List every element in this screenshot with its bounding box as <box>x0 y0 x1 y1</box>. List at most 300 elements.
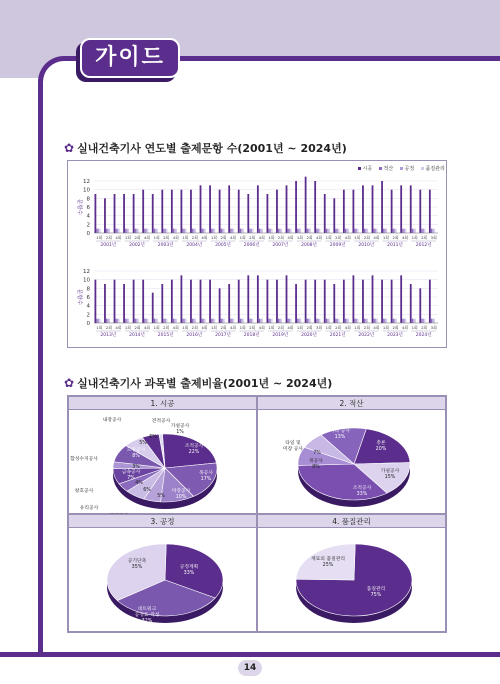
flower-icon: ✿ <box>64 376 75 390</box>
bar <box>232 229 233 233</box>
bar <box>355 229 356 233</box>
bar <box>99 319 100 323</box>
bar <box>155 229 156 233</box>
session-label: 1회 <box>296 235 303 240</box>
pie-cell-schedule <box>68 514 257 632</box>
bar <box>192 229 193 233</box>
pie-label: 6% <box>143 488 151 493</box>
bar <box>357 229 358 233</box>
page-number: 14 <box>238 660 262 676</box>
bar <box>308 319 309 323</box>
pie-label: 17% <box>200 477 212 482</box>
bar <box>152 293 154 323</box>
bar <box>391 190 393 233</box>
bar <box>337 229 338 233</box>
bar <box>204 229 205 233</box>
section1-heading <box>64 140 347 156</box>
session-label: 2회 <box>220 325 227 330</box>
bar <box>138 229 139 233</box>
session-label: 2회 <box>277 235 284 240</box>
bar <box>297 319 298 323</box>
year-label: 2018년 <box>243 333 260 338</box>
bar <box>326 229 327 233</box>
bar <box>267 280 269 323</box>
bar <box>230 229 231 233</box>
session-label: 2회 <box>105 235 112 240</box>
bar <box>356 319 357 323</box>
bar <box>240 229 241 233</box>
bar <box>307 229 308 233</box>
bar <box>136 319 137 323</box>
bar <box>374 229 375 233</box>
bar <box>135 229 136 233</box>
pie-label: 목공사 <box>199 471 213 476</box>
session-label: 4회 <box>115 325 122 330</box>
bar <box>393 319 394 323</box>
pie-cell-construction <box>68 396 257 514</box>
bar <box>375 319 376 323</box>
bar <box>181 275 183 323</box>
bar <box>123 284 125 323</box>
pie-label: 7% <box>127 476 135 481</box>
pie-label: 총론 <box>376 441 386 446</box>
bar <box>174 319 175 323</box>
bar <box>404 229 405 233</box>
bar <box>114 194 116 233</box>
bar <box>259 319 260 323</box>
session-label: 2회 <box>134 235 141 240</box>
legend-swatch <box>421 167 424 170</box>
year-label: 2011년 <box>387 243 403 248</box>
y-tick-label: 2 <box>86 312 90 319</box>
bar <box>383 319 384 323</box>
bar <box>157 229 158 233</box>
bar <box>376 229 377 233</box>
bar <box>424 319 425 323</box>
bar <box>326 319 327 323</box>
bar <box>400 185 402 233</box>
pie-label: 품질관리 <box>366 587 386 592</box>
bar <box>154 229 155 233</box>
bar <box>190 280 192 323</box>
y-tick-label: 12 <box>83 179 90 185</box>
bar <box>421 229 422 233</box>
session-label: 1회 <box>296 325 303 330</box>
bar <box>125 319 126 323</box>
bar <box>421 319 422 323</box>
bar <box>364 319 365 323</box>
bar <box>97 319 98 323</box>
y-axis-label: 문항수 <box>76 289 82 305</box>
bar <box>161 284 163 323</box>
bar <box>211 319 212 323</box>
bar <box>171 190 173 233</box>
bar <box>128 229 129 233</box>
session-label: 3회 <box>430 235 437 240</box>
bar <box>200 280 202 323</box>
flower-icon: ✿ <box>64 141 75 155</box>
session-label: 1회 <box>411 235 418 240</box>
bar <box>166 319 167 323</box>
bar <box>329 229 330 233</box>
bar <box>286 185 288 233</box>
bar <box>288 319 289 323</box>
bar <box>190 190 192 233</box>
bar <box>154 319 155 323</box>
bar <box>338 229 339 233</box>
section2-heading <box>64 375 332 391</box>
bar <box>270 229 271 233</box>
pie-label: 가설공사 <box>170 424 190 429</box>
bar <box>279 319 280 323</box>
bar <box>367 319 368 323</box>
bar <box>117 319 118 323</box>
bar <box>257 185 259 233</box>
session-label: 2회 <box>392 325 399 330</box>
pie-label: 도장공사 <box>126 448 146 453</box>
bar <box>219 190 221 233</box>
year-label: 2008년 <box>301 243 317 248</box>
bar <box>114 280 116 323</box>
bar <box>204 319 205 323</box>
bar <box>195 229 196 233</box>
bar <box>319 319 320 323</box>
pie-cell-estimation <box>257 396 446 514</box>
bar <box>123 194 125 233</box>
bar <box>314 280 316 323</box>
year-label: 2013년 <box>100 333 117 338</box>
bar <box>195 319 196 323</box>
bar <box>310 319 311 323</box>
bar <box>243 229 244 233</box>
bar <box>357 319 358 323</box>
session-label: 1회 <box>124 325 131 330</box>
session-label: 1회 <box>325 325 332 330</box>
year-label: 2004년 <box>186 243 203 248</box>
y-tick-label: 0 <box>86 321 90 327</box>
bar <box>233 229 234 233</box>
bar <box>413 319 414 323</box>
pie-chart <box>258 528 448 634</box>
bar <box>346 229 347 233</box>
bar <box>316 229 317 233</box>
bar <box>386 229 387 233</box>
bar <box>319 229 320 233</box>
bar <box>289 319 290 323</box>
pie-label: 5% <box>157 494 165 499</box>
bar <box>259 229 260 233</box>
bar <box>99 229 100 233</box>
bar <box>127 319 128 323</box>
bar <box>222 319 223 323</box>
session-label: 4회 <box>258 235 265 240</box>
year-label: 2007년 <box>272 243 289 248</box>
y-tick-label: 12 <box>83 269 90 275</box>
bar <box>161 190 163 233</box>
bar <box>324 194 326 233</box>
bar <box>316 319 317 323</box>
bar <box>247 275 249 323</box>
bar <box>152 194 154 233</box>
bar <box>109 319 110 323</box>
session-label: 1회 <box>124 235 131 240</box>
pie-label: 타일 및 <box>285 441 301 446</box>
session-label: 2회 <box>163 235 170 240</box>
bar <box>385 319 386 323</box>
bar <box>238 190 240 233</box>
bar <box>240 319 241 323</box>
session-label: 1회 <box>382 325 389 330</box>
y-tick-label: 8 <box>86 196 90 203</box>
pie-title: 2. 적산 <box>258 397 445 410</box>
bar <box>307 319 308 323</box>
bar <box>176 319 177 323</box>
pie-cell-quality <box>257 514 446 632</box>
pie-label: 8% <box>312 465 320 470</box>
y-tick-label: 8 <box>86 286 90 293</box>
bar <box>163 229 164 233</box>
year-label: 2005년 <box>215 243 231 248</box>
bar <box>353 275 355 323</box>
y-tick-label: 6 <box>86 295 90 301</box>
bar <box>372 185 374 233</box>
legend-label: 시공 <box>362 166 373 172</box>
session-label: 1회 <box>382 235 389 240</box>
bar <box>98 319 99 323</box>
bar <box>345 229 346 233</box>
y-tick-label: 6 <box>86 205 90 211</box>
bar <box>138 319 139 323</box>
bar <box>147 229 148 233</box>
bar <box>106 319 107 323</box>
pie-label: 공기단축 <box>127 559 147 564</box>
bar <box>224 319 225 323</box>
session-label: 4회 <box>373 235 380 240</box>
y-tick-label: 4 <box>86 213 90 220</box>
bar <box>432 229 433 233</box>
bar <box>228 185 230 233</box>
bar <box>362 280 364 323</box>
pie-label: 75% <box>370 593 382 598</box>
pie-label: 유리공사 <box>79 506 99 511</box>
bar <box>405 319 406 323</box>
legend-label: 품질관리 <box>425 166 445 172</box>
bar <box>166 229 167 233</box>
bar <box>146 229 147 233</box>
bar <box>157 319 158 323</box>
session-label: 2회 <box>363 235 370 240</box>
bar <box>106 229 107 233</box>
session-label: 4회 <box>373 325 380 330</box>
session-label: 1회 <box>210 235 217 240</box>
y-tick-label: 4 <box>86 303 90 310</box>
bar <box>402 319 403 323</box>
bar <box>335 229 336 233</box>
session-label: 1회 <box>239 235 246 240</box>
bar <box>423 319 424 323</box>
bar <box>117 229 118 233</box>
bar <box>221 319 222 323</box>
year-label: 2006년 <box>243 243 260 248</box>
bar <box>262 229 263 233</box>
bar <box>419 288 421 323</box>
pie-label: 조적공사 <box>184 444 204 449</box>
bar <box>104 198 106 233</box>
y-tick-label: 10 <box>83 277 90 284</box>
bar <box>381 181 383 233</box>
bar <box>415 319 416 323</box>
bar <box>432 319 433 323</box>
subject-ratio-grid <box>67 395 447 633</box>
bar <box>362 185 364 233</box>
bar <box>262 319 263 323</box>
bar <box>241 229 242 233</box>
legend-swatch <box>379 167 382 170</box>
bar <box>365 229 366 233</box>
bar <box>318 319 319 323</box>
session-label: 4회 <box>316 235 323 240</box>
legend-swatch <box>400 167 403 170</box>
session-label: 4회 <box>115 235 122 240</box>
bar <box>279 229 280 233</box>
legend-label: 공정 <box>404 166 415 172</box>
bar <box>127 229 128 233</box>
bar <box>434 229 435 233</box>
bar <box>276 280 278 323</box>
year-label: 2002년 <box>129 243 145 248</box>
guide-tab: 가이드 <box>80 38 180 78</box>
session-label: 2회 <box>421 235 428 240</box>
year-label: 2022년 <box>358 333 375 338</box>
bar <box>142 280 144 323</box>
bar <box>364 229 365 233</box>
bar-charts <box>68 161 448 349</box>
pie-label: 35% <box>131 565 143 570</box>
bar <box>329 319 330 323</box>
bar <box>318 229 319 233</box>
bar <box>269 319 270 323</box>
pie-chart <box>69 410 259 516</box>
pie-label: 5% <box>139 441 147 446</box>
bar <box>202 229 203 233</box>
pie-label: 33% <box>356 492 368 497</box>
yearly-question-chart-box <box>67 160 447 348</box>
bar <box>402 229 403 233</box>
bar <box>116 229 117 233</box>
bar <box>155 319 156 323</box>
bar <box>163 319 164 323</box>
bar <box>290 319 291 323</box>
y-axis-label: 문항수 <box>76 199 82 215</box>
bar <box>333 198 335 233</box>
year-label: 2003년 <box>157 243 174 248</box>
bar <box>238 280 240 323</box>
section2-title: 실내건축기사 과목별 출제비율(2001년 ~ 2024년) <box>77 377 333 390</box>
bar <box>415 229 416 233</box>
bar <box>314 181 316 233</box>
bar <box>146 319 147 323</box>
session-label: 4회 <box>402 235 409 240</box>
bar <box>251 319 252 323</box>
session-label: 2회 <box>163 325 170 330</box>
session-label: 1회 <box>182 325 189 330</box>
bar <box>410 284 412 323</box>
bar <box>200 185 202 233</box>
bar <box>211 229 212 233</box>
bar <box>209 185 211 233</box>
bar <box>224 229 225 233</box>
y-tick-label: 0 <box>86 231 90 237</box>
bar <box>396 319 397 323</box>
pie-label: 1% <box>176 430 184 435</box>
session-label: 3회 <box>430 325 437 330</box>
bar <box>202 319 203 323</box>
bar <box>174 229 175 233</box>
bar <box>396 229 397 233</box>
bar <box>209 280 211 323</box>
bar <box>173 319 174 323</box>
session-label: 1회 <box>354 235 361 240</box>
pie-label: 25% <box>322 563 334 568</box>
session-label: 4회 <box>230 325 237 330</box>
bar <box>270 319 271 323</box>
session-label: 2회 <box>134 325 141 330</box>
pie-label: 공정표 작성 <box>134 613 160 618</box>
session-label: 4회 <box>172 325 179 330</box>
year-label: 2001년 <box>100 243 117 248</box>
bar <box>281 319 282 323</box>
bar <box>295 181 297 233</box>
bar <box>394 229 395 233</box>
bar <box>343 190 345 233</box>
pie-title: 4. 품질관리 <box>258 515 445 528</box>
session-label: 4회 <box>402 325 409 330</box>
bar <box>424 229 425 233</box>
bar <box>338 319 339 323</box>
pie-label: 재료의 품질관리 <box>311 557 345 562</box>
bar <box>276 190 278 233</box>
session-label: 4회 <box>201 235 208 240</box>
bar <box>297 229 298 233</box>
bar <box>144 319 145 323</box>
pie-chart <box>258 410 448 516</box>
session-label: 4회 <box>201 325 208 330</box>
bar <box>278 319 279 323</box>
bar <box>183 229 184 233</box>
bar <box>230 319 231 323</box>
bar <box>356 229 357 233</box>
bar <box>429 190 431 233</box>
bar <box>213 319 214 323</box>
session-label: 4회 <box>258 325 265 330</box>
bar <box>184 229 185 233</box>
bar <box>136 229 137 233</box>
pie-label: 네트워크 <box>137 607 157 612</box>
pie-label: 금속공사 <box>121 470 141 475</box>
bar <box>300 319 301 323</box>
bar <box>221 229 222 233</box>
pie-label: 내장공사 <box>102 418 122 423</box>
pie-label: 8% <box>132 454 140 459</box>
bar <box>305 177 307 233</box>
session-label: 1회 <box>96 325 103 330</box>
session-label: 2회 <box>277 325 284 330</box>
session-label: 4회 <box>230 235 237 240</box>
pie-label: 13% <box>334 435 346 440</box>
session-label: 4회 <box>344 235 351 240</box>
pie-label: 창호공사 <box>74 489 94 494</box>
session-label: 2회 <box>249 235 256 240</box>
